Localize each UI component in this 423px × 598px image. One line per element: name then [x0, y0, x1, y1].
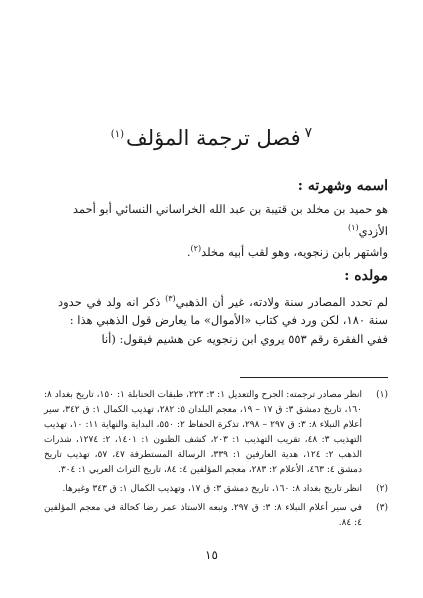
- footnote-text: في سير أعلام النبلاء ٨: ٣: ق ٢٩٧. وتبعه الاستاذ عمر رضا كحالة في معجم المؤلفين ٤: ٨٤.: [44, 503, 362, 528]
- footnote-item: [44, 501, 388, 531]
- name-line-3: واشتهر بابن زنجويه، وهو لقب أبيه مخلد: [201, 244, 388, 259]
- title-footnote-marker: (١): [110, 129, 124, 140]
- footnote-divider: [240, 377, 388, 378]
- footnote-text: انظر مصادر ترجمته: الجرح والتعديل ١: ٣: ٢٢٣، طبقات الحنابلة ١: ١٥٠، تاريخ بغداد ٨: ١٦٠، تاريخ دمشق ٣: ق ١٧ – ١٩، معجم البلدان ٥: ٢٨٢، تهذيب الكمال ١: ق ٣٤٢، سير أعلام النبلاء ٨: ٣: ق ٢٩٧ – ٢٩٨، تذكرة الحفاظ ٢: ٥٥٠، البداية والنهاية ١١: ١٠، تهذيب التهذيب ٣: ٤٨، تقريب التهذيب ١: ٢٠٣، كشف الظنون ١: ١٤٠١، ٢: ١٢٧٤، شذرات الذهب ٢: ١٢٤، هدية العارفين ١: ٣٣٩، الرسالة المستطرفة ٤٧، ٥٧، تهذيب تاريخ دمشق ٤: ٤٦٣، الأعلام ٢: ٢٨٣، معجم المؤلفين ٤: ٨٤، تاريخ التراث العربي ١: ٣٠٤.: [44, 390, 362, 475]
- name-line-1: هو حميد بن مخلد بن قتيبة بن عبد الله الخراساني النسائي أبو أحمد: [72, 202, 388, 216]
- name-paragraph: هو حميد بن مخلد بن قتيبة بن عبد الله الخراساني النسائي أبو أحمد الأزدي$^{(١)}$ واشتهر بابن زنجويه، وهو لقب أبيه مخلد$^{(٢)}$.: [72, 202, 388, 259]
- title-text: فصل ترجمة المؤلف: [125, 126, 301, 150]
- footnotes: [44, 388, 388, 535]
- footnote-number: (٢): [376, 484, 388, 494]
- section-name: [58, 176, 388, 261]
- page-number: ١٥: [205, 548, 218, 562]
- chapter-title: [0, 118, 423, 153]
- birth-paragraph-1: [58, 290, 388, 330]
- section-heading-name: اسمه وشهرته :: [297, 178, 388, 194]
- section-heading-birth: مولده :: [344, 268, 388, 284]
- footnote-item: [44, 388, 388, 478]
- section-birth: [58, 266, 388, 348]
- footnote-number: (٣): [376, 503, 388, 513]
- name-line-2: الأزدي: [358, 223, 388, 238]
- footnote-text: انظر تاريخ بغداد ٨: ١٦٠، تاريخ دمشق ٣: ق ١٧، وتهذيب الكمال ١: ق ٣٤٣ وغيرها.: [62, 484, 362, 494]
- title-ornament: ٧: [304, 125, 313, 141]
- footnote-item: [44, 482, 388, 497]
- name-ref-2: (٢): [190, 243, 202, 253]
- name-ref-1: (١): [348, 222, 359, 232]
- birth-paragraph-2: ففي الفقرة رقم ٥٥٣ يروي ابن زنجويه عن هشيم فيقول: (أنا: [101, 331, 388, 346]
- birth-text-b: ذكر انه ولد في حدود سنة ١٨٠، لكن ورد في كتاب «الأموال» ما يعارض قول الذهبي هذا :: [58, 294, 388, 328]
- birth-text-a: لم تحدد المصادر سنة ولادته، غير أن الذهبي: [175, 294, 389, 309]
- birth-ref: (٣): [165, 294, 176, 303]
- footnote-number: (١): [376, 390, 388, 400]
